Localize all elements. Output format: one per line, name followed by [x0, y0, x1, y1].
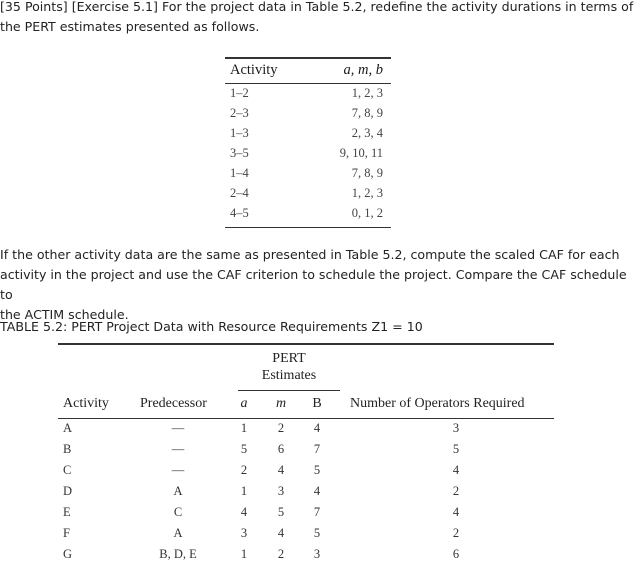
table2-a: 1 — [240, 484, 248, 498]
col-header-predecessor: Predecessor — [140, 396, 207, 411]
table2-b: 7 — [313, 442, 321, 456]
table-bottom-rule — [225, 227, 391, 228]
col-header-b: B — [312, 396, 322, 411]
body-paragraph — [0, 245, 636, 325]
table2-m: 5 — [277, 505, 285, 519]
table1-activity: 1–2 — [230, 86, 249, 100]
header-rule — [225, 83, 391, 84]
body-line-3: the ACTIM schedule. — [0, 307, 129, 322]
table2-m: 4 — [277, 526, 285, 540]
table1-estimates: 7, 8, 9 — [351, 106, 383, 120]
table1-estimates: 0, 1, 2 — [351, 206, 383, 220]
table-top-rule — [225, 57, 391, 59]
col-header-activity: Activity — [230, 62, 278, 78]
table2-operators: 2 — [452, 526, 460, 540]
table2-predecessor: — — [171, 442, 185, 456]
table2-predecessor: B, D, E — [159, 547, 197, 561]
table1-estimates: 9, 10, 11 — [339, 146, 383, 160]
table2-predecessor: A — [173, 484, 183, 498]
table2-a: 2 — [240, 463, 248, 477]
table1-estimates: 1, 2, 3 — [351, 186, 383, 200]
table2-operators: 4 — [452, 505, 460, 519]
header-rule — [58, 418, 554, 419]
table1-activity: 2–3 — [230, 106, 249, 120]
table2-m: 2 — [277, 547, 285, 561]
intro-line-2: the PERT estimates presented as follows. — [0, 19, 260, 34]
table2-b: 3 — [313, 547, 321, 561]
table2-predecessor: — — [171, 421, 185, 435]
group-header-rule — [238, 390, 340, 391]
table2-m: 4 — [277, 463, 285, 477]
table2-a: 1 — [240, 421, 248, 435]
table2-a: 3 — [240, 526, 248, 540]
table2-a: 5 — [240, 442, 248, 456]
table2-b: 5 — [313, 463, 321, 477]
table2-b: 4 — [313, 421, 321, 435]
table1-activity: 3–5 — [230, 146, 249, 160]
table2-m: 6 — [277, 442, 285, 456]
intro-line-1: [35 Points] [Exercise 5.1] For the project data in Table 5.2, redefine the activity durations in terms of — [0, 0, 634, 14]
table2-b: 4 — [313, 484, 321, 498]
body-line-1: If the other activity data are the same as presented in Table 5.2, compute the scaled CAF for each — [0, 247, 620, 262]
table2-m: 2 — [277, 421, 285, 435]
table1-activity: 2–4 — [230, 186, 249, 200]
table2-a: 1 — [240, 547, 248, 561]
table2-predecessor: C — [173, 505, 183, 519]
table2-operators: 6 — [452, 547, 460, 561]
table1-estimates: 1, 2, 3 — [351, 86, 383, 100]
table2-activity: D — [63, 484, 73, 498]
intro-paragraph — [0, 0, 636, 37]
table2-predecessor: — — [171, 463, 185, 477]
table2-a: 4 — [240, 505, 248, 519]
table2-b: 7 — [313, 505, 321, 519]
table2-operators: 4 — [452, 463, 460, 477]
table2-b: 5 — [313, 526, 321, 540]
table2-activity: E — [63, 505, 71, 519]
table2-activity: B — [63, 442, 72, 456]
table1-estimates: 2, 3, 4 — [351, 126, 383, 140]
table2-activity: A — [63, 421, 73, 435]
pert-project-table — [58, 339, 554, 569]
table1-activity: 1–4 — [230, 166, 249, 180]
col-header-amb: a, m, b — [343, 62, 383, 78]
col-header-a: a — [240, 396, 248, 411]
table2-activity: F — [63, 526, 70, 540]
table1-estimates: 7, 8, 9 — [351, 166, 383, 180]
col-header-activity: Activity — [63, 396, 109, 411]
body-line-2: activity in the project and use the CAF criterion to schedule the project. Compare the CAF schedule to — [0, 267, 627, 302]
group-header-pert: PERT — [272, 351, 306, 366]
table2-activity: G — [63, 547, 73, 561]
table2-operators: 5 — [452, 442, 460, 456]
table2-m: 3 — [277, 484, 285, 498]
col-header-m: m — [275, 396, 287, 411]
table-top-rule — [58, 343, 554, 345]
table2-activity: C — [63, 463, 72, 477]
table1-activity: 4–5 — [230, 206, 249, 220]
group-header-estimates: Estimates — [261, 368, 317, 383]
table2-operators: 2 — [452, 484, 460, 498]
table1-activity: 1–3 — [230, 126, 249, 140]
table2-predecessor: A — [173, 526, 183, 540]
table2-caption: TABLE 5.2: PERT Project Data with Resource Requirements Z1 = 10 — [0, 319, 423, 334]
col-header-operators: Number of Operators Required — [350, 396, 525, 411]
table2-operators: 3 — [452, 421, 460, 435]
